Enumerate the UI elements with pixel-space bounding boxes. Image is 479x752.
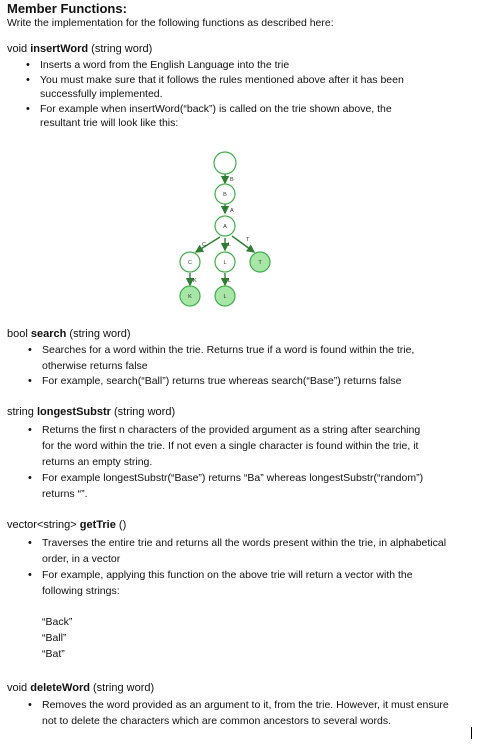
edge-label: C [202,242,206,248]
sig-type: vector<string> [7,519,80,531]
edge-label: L [228,242,232,248]
list-item: • For example, search(“Ball”) returns true whereas search(“Base”) returns false [26,374,456,390]
node-label: C [188,260,192,266]
edge-label: L [228,278,232,284]
trie-diagram [150,140,300,310]
sig-name: search [30,328,67,340]
node-label: L [223,260,227,266]
sig-params: (string word) [66,328,131,340]
sig-name: longestSubstr [36,406,111,418]
edge-label: K [193,278,197,284]
sig-name: deleteWord [30,682,90,694]
sig-params: (string word) [110,406,176,418]
trie-root-node [214,152,236,174]
signature-insertword [7,43,152,55]
page-title: Member Functions: [7,1,127,16]
list-item: • You must make sure that it follows the rules mentioned above after it has been successfully implemented. [24,73,434,102]
deleteword-bullets [26,697,456,729]
trie-edge [232,236,254,252]
node-label: B [223,192,227,198]
list-item: • For example longestSubstr(“Base”) returns “Ba” whereas longestSubstr(“random”) returns “”. [26,470,426,502]
sig-name: getTrie [79,519,116,531]
edge-label: T [246,237,250,243]
signature-deleteword [7,682,154,694]
node-label: L [223,294,227,300]
sig-name: insertWord [30,43,89,55]
search-bullets [26,343,456,390]
node-label: K [188,294,192,300]
sig-type: string [7,406,37,418]
example-string: “Ball” [42,632,67,644]
list-item: • Traverses the entire trie and returns all the words present within the trie, in alphabetical order, in a vector [26,535,456,567]
list-item: • Searches for a word within the trie. Returns true if a word is found within the trie, otherwise returns false [26,343,456,374]
trie-edge [196,237,220,252]
sig-params: () [115,519,127,531]
signature-search [7,328,131,340]
node-label: T [258,260,262,266]
list-item: • Returns the first n characters of the provided argument as a string after searching for the word within the trie. If not even a single character is found within the trie, it returns an empty string. [26,422,426,470]
list-item: • Removes the word provided as an argument to it, from the trie. However, it must ensure not to delete the characters which are common ancestors to several words. [26,697,456,729]
list-item: • For example when insertWord(“back”) is called on the trie shown above, the resultant trie will look like this: [24,102,434,131]
intro-text: Write the implementation for the following functions as described here: [7,17,334,29]
edge-label: B [230,177,234,183]
list-item: • Inserts a word from the English Language into the trie [24,58,434,73]
sig-type: bool [7,328,31,340]
example-string: “Back” [42,616,73,628]
sig-type: void [7,682,31,694]
sig-params: (string word) [88,43,153,55]
signature-gettrie [7,519,126,531]
longestsubstr-bullets [26,422,426,502]
gettrie-example-strings [42,614,72,662]
node-label: A [223,224,227,230]
list-item: • For example, applying this function on the above trie will return a vector with the following strings: [26,567,456,599]
example-string: “Bat” [42,648,65,660]
gettrie-bullets [26,535,456,599]
signature-longestsubstr [7,406,175,418]
insertword-bullets [24,58,434,131]
edge-label: A [230,208,234,214]
sig-params: (string word) [89,682,155,694]
sig-type: void [7,43,31,55]
text-cursor [471,727,472,739]
